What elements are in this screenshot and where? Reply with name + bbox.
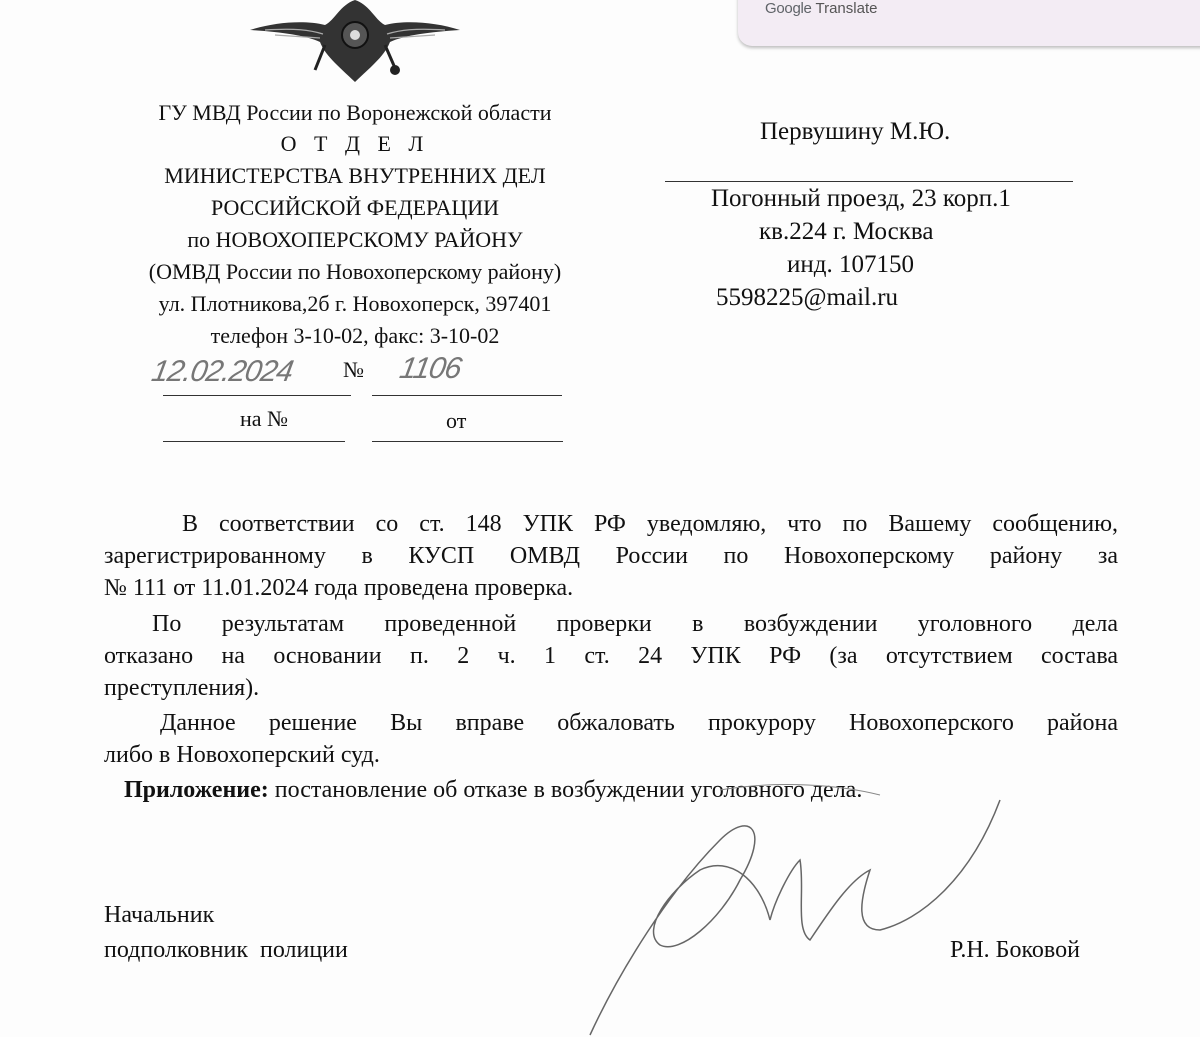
agency-ministry: МИНИСТЕРСТВА ВНУТРЕННИХ ДЕЛ [164,163,546,188]
letter-body [104,508,1118,806]
agency-short-name: (ОМВД России по Новохоперскому району) [148,259,562,284]
google-translate-label: Google Translate [765,0,878,17]
agency-federation: РОССИЙСКОЙ ФЕДЕРАЦИИ [210,195,500,220]
agency-parent: ГУ МВД России по Воронежской области [158,100,552,125]
agency-address: ул. Плотникова,2б г. Новохоперск, 397401 [158,291,552,316]
date-underline [163,395,351,396]
recipient-email: 5598225@mail.ru [716,284,899,311]
signer-rank: подполковник полиции [104,937,348,963]
body-line: зарегистрированному в КУСП ОМВД России по Новохоперскому району за [104,543,1118,569]
handwritten-signature-icon [580,770,1040,1037]
handwritten-date: 12.02.2024 [149,355,296,388]
reply-number-underline [163,441,345,442]
google-translate-banner[interactable] [738,0,1200,46]
number-label: № [343,357,364,382]
agency-phone: телефон 3-10-02, факс: 3-10-02 [210,323,500,348]
body-line: отказано на основании п. 2 ч. 1 ст. 24 УПК РФ (за отсутствием состава [104,643,1118,669]
recipient-city: кв.224 г. Москва [759,218,934,245]
recipient-street: Погонный проезд, 23 корп.1 [711,185,1011,212]
body-line: либо в Новохоперский суд. [104,742,380,768]
body-line: Данное решение Вы вправе обжаловать прокурору Новохоперского района [160,710,1118,736]
mvd-eagle-emblem-icon [245,0,465,85]
recipient-underline [665,181,1073,182]
number-underline [372,395,562,396]
attachment-text: постановление об отказе в возбуждении уголовного дела. [268,777,863,803]
reply-date-underline [372,441,563,442]
body-line: № 111 от 11.01.2024 года проведена проверка. [104,575,574,601]
recipient-name: Первушину М.Ю. [760,118,951,145]
reply-number-label: на № [240,406,289,431]
signer-name: Р.Н. Боковой [950,937,1080,963]
recipient-postcode: инд. 107150 [787,251,914,278]
attachment-label: Приложение: [124,777,269,803]
agency-district: по НОВОХОПЕРСКОМУ РАЙОНУ [187,227,523,252]
body-line: По результатам проведенной проверки в возбуждении уголовного дела [152,611,1118,637]
reply-from-label: от [446,408,467,433]
agency-department: О Т Д Е Л [280,131,430,156]
handwritten-number: 1106 [397,352,464,385]
signer-position: Начальник [104,902,215,928]
body-line: В соответствии со ст. 148 УПК РФ уведомляю, что по Вашему сообщению, [182,511,1118,537]
body-line: преступления). [104,675,260,701]
